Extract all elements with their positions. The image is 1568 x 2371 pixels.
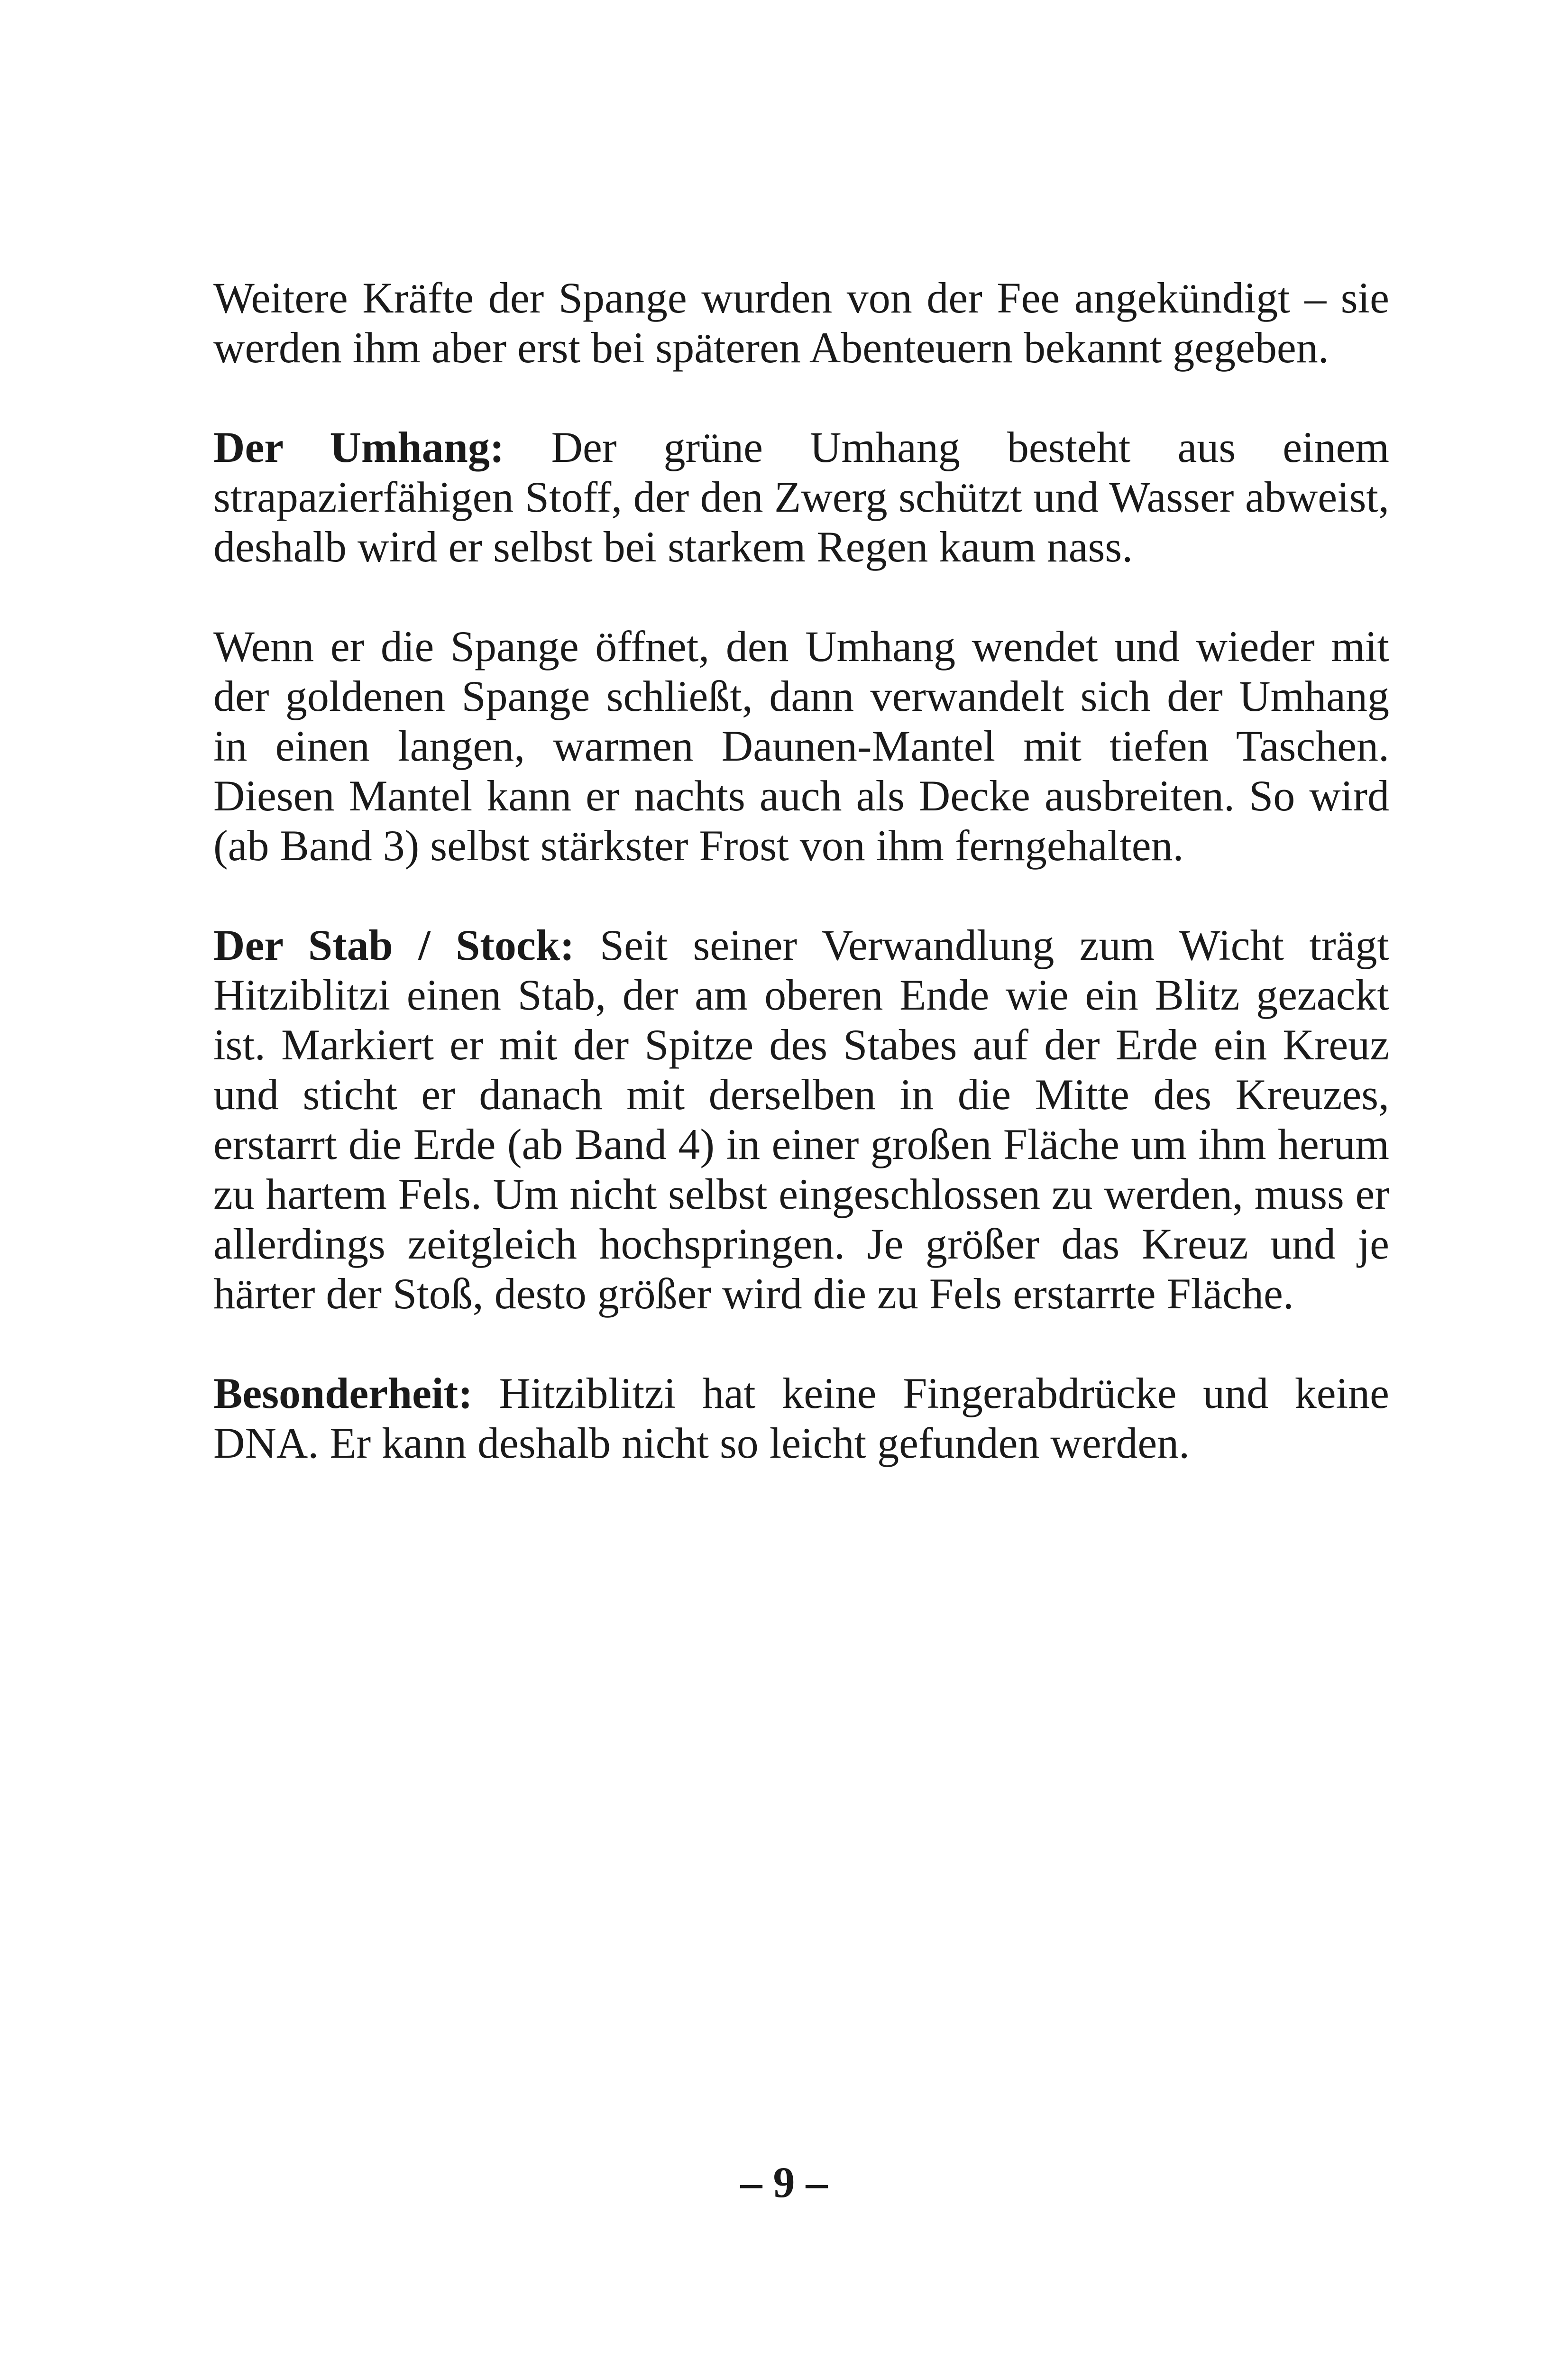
paragraph-text: Der grüne Umhang besteht aus einem strapazierfähigen Stoff, der den Zwerg schützt und Wasser abweist, deshalb wird er selbst bei starkem Regen kaum nass. bbox=[213, 423, 1389, 571]
body-text bbox=[213, 273, 1389, 1468]
paragraph-umhang bbox=[213, 423, 1389, 572]
paragraph-umhang-wenden bbox=[213, 622, 1389, 871]
page-number: – 9 – bbox=[740, 2158, 828, 2206]
term-label: Der Stab / Stock: bbox=[213, 921, 575, 969]
paragraph-stab bbox=[213, 920, 1389, 1319]
paragraph-besonderheit bbox=[213, 1369, 1389, 1468]
term-label: Der Umhang: bbox=[213, 423, 504, 471]
paragraph-spange-powers bbox=[213, 273, 1389, 373]
term-label: Besonderheit: bbox=[213, 1369, 473, 1417]
paragraph-text: Weitere Kräfte der Spange wurden von der Fee angekündigt – sie werden ihm aber erst bei späteren Abenteuern bekannt gegeben. bbox=[213, 274, 1389, 372]
paragraph-text: Seit seiner Verwandlung zum Wicht trägt Hitziblitzi einen Stab, der am oberen Ende wie ein Blitz gezackt ist. Markiert er mit der Spitze des Stabes auf der Erde ein Kreuz und sticht er danach mit derselben in die Mitte des Kreuzes, erstarrt die Erde (ab Band 4) in einer großen Fläche um ihm herum zu hartem Fels. Um nicht selbst eingeschlossen zu werden, muss er allerdings zeitgleich hochspringen. Je größer das Kreuz und je härter der Stoß, desto größer wird die zu Fels erstarrte Fläche. bbox=[213, 921, 1389, 1318]
paragraph-text: Hitziblitzi hat keine Fingerabdrücke und keine DNA. Er kann deshalb nicht so leicht gefunden werden. bbox=[213, 1369, 1389, 1467]
paragraph-text: Wenn er die Spange öffnet, den Umhang wendet und wieder mit der goldenen Spange schließt, dann verwandelt sich der Umhang in einen langen, warmen Daunen-Mantel mit tiefen Taschen. Diesen Mantel kann er nachts auch als Decke ausbreiten. So wird (ab Band 3) selbst stärkster Frost von ihm ferngehalten. bbox=[213, 622, 1389, 870]
